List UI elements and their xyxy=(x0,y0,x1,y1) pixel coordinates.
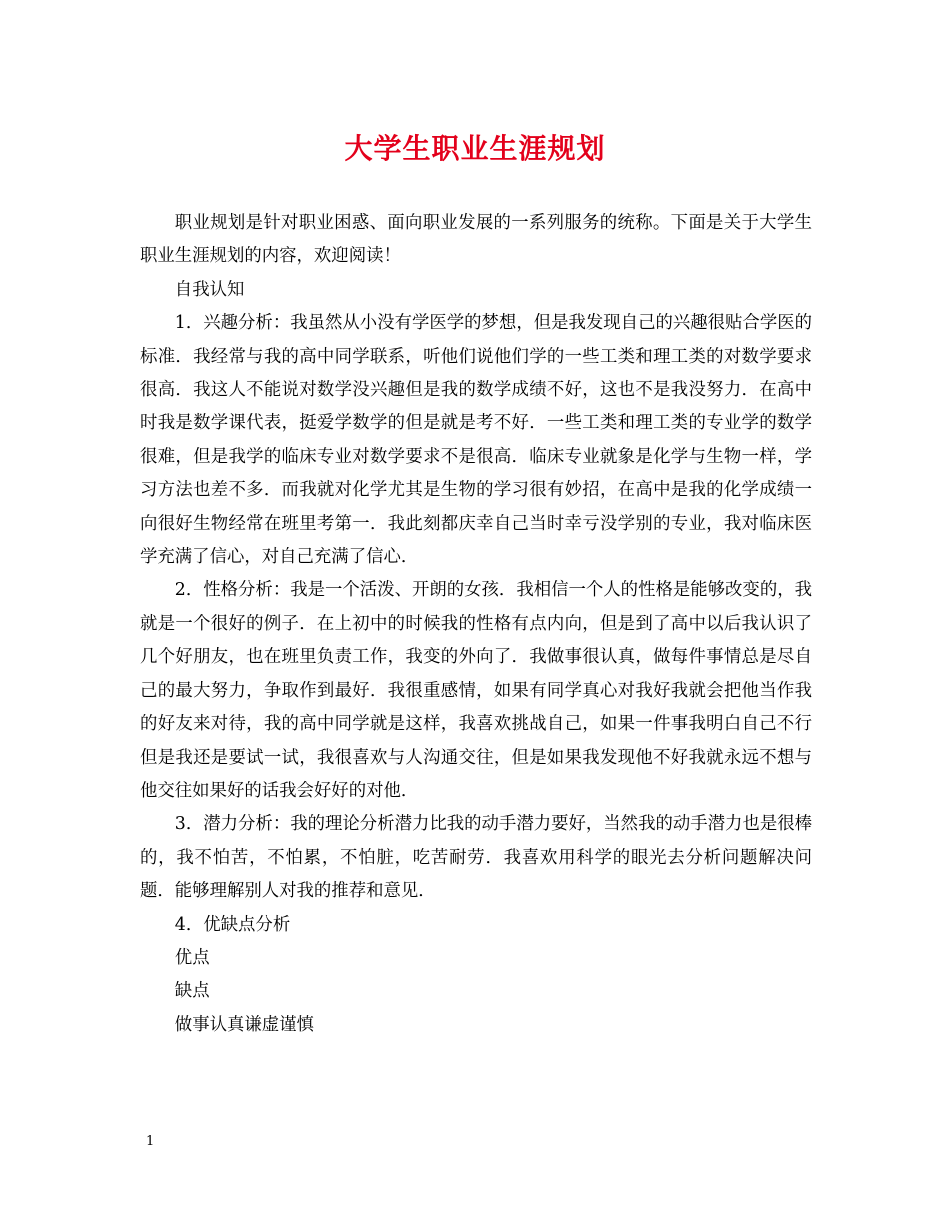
section-heading-self-awareness: 自我认知 xyxy=(174,279,245,300)
strength-item: 做事认真谦虚谨慎 xyxy=(174,1014,314,1035)
weaknesses-label: 缺点 xyxy=(174,981,210,1002)
document-title: 大学生职业生涯规划 xyxy=(344,132,606,165)
potential-analysis-paragraph: 3．潜力分析：我的理论分析潜力比我的动手潜力要好，当然我的动手潜力也是很棒的，我不怕苦，不怕累，不怕脏，吃苦耐劳．我喜欢用科学的眼光去分析问题解决问题．能够理解别人对我的推荐和意见． xyxy=(140,814,812,902)
personality-analysis-paragraph: 2．性格分析：我是一个活泼、开朗的女孩．我相信一个人的性格是能够改变的，我就是一个很好的例子．在上初中的时候我的性格有点内向，但是到了高中以后我认识了几个好朋友，也在班里负责工作，我变的外向了．我做事很认真，做每件事情总是尽自己的最大努力，争取作到最好．我很重感情，如果有同学真心对我好我就会把他当作我的好友来对待，我的高中同学就是这样，我喜欢挑战自己，如果一件事我明白自己不行但是我还是要试一试，我很喜欢与人沟通交往，但是如果我发现他不好我就永远不想与他交往如果好的话我会好好的对他． xyxy=(140,580,812,801)
strengths-label: 优点 xyxy=(174,947,210,968)
intro-paragraph: 职业规划是针对职业困惑、面向职业发展的一系列服务的统称。下面是关于大学生职业生涯规划的内容，欢迎阅读！ xyxy=(140,213,812,267)
interest-analysis-paragraph: 1．兴趣分析：我虽然从小没有学医学的梦想，但是我发现自己的兴趣很贴合学医的标准．我经常与我的高中同学联系，听他们说他们学的一些工类和理工类的对数学要求很高．我这人不能说对数学没兴趣但是我的数学成绩不好，这也不是我没努力．在高中时我是数学课代表，挺爱学数学的但是就是考不好．一些工类和理工类的专业学的数学很难，但是我学的临床专业对数学要求不是很高．临床专业就象是化学与生物一样，学习方法也差不多．而我就对化学尤其是生物的学习很有妙招，在高中是我的化学成绩一向很好生物经常在班里考第一．我此刻都庆幸自己当时幸亏没学别的专业，我对临床医学充满了信心，对自己充满了信心． xyxy=(140,313,812,568)
strengths-weaknesses-heading: 4．优缺点分析 xyxy=(174,914,291,935)
page-number: 1 xyxy=(146,1134,155,1149)
document-body xyxy=(140,207,812,1042)
